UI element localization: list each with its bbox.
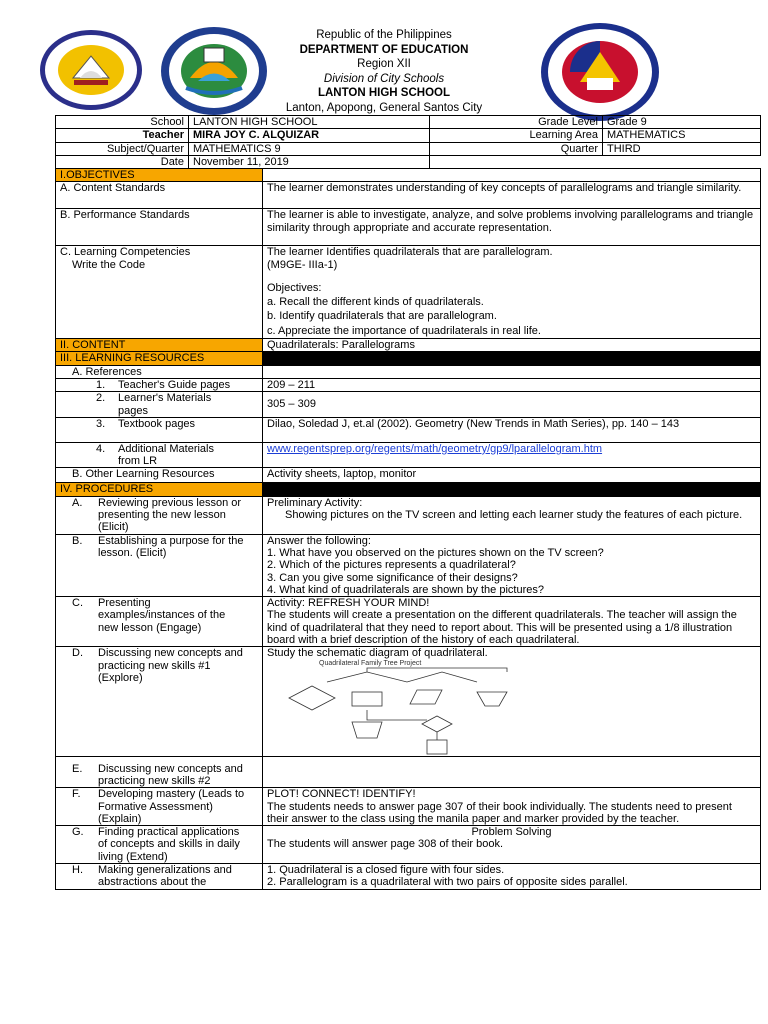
proc-g-text: Problem Solving The students will answer page 308 of their book. xyxy=(263,826,761,864)
parallelogram-shape xyxy=(410,690,442,704)
additional-materials-link[interactable]: www.regentsprep.org/regents/math/geometry/gp9/lparallelogram.htm xyxy=(267,442,603,455)
document-header xyxy=(0,18,768,113)
subject-label: Subject/Quarter xyxy=(56,142,189,155)
objectives-heading: I.OBJECTIVES xyxy=(56,169,263,182)
school-value: LANTON HIGH SCHOOL xyxy=(189,116,430,129)
trapezoid-shape xyxy=(477,692,507,706)
diagram-shapes xyxy=(267,660,707,756)
rectangle-shape xyxy=(352,692,382,706)
date-label: Date xyxy=(56,155,189,168)
other-resources-value: Activity sheets, laptop, monitor xyxy=(263,468,761,483)
additional-materials-label: 4. Additional Materials from LR xyxy=(56,442,263,468)
proc-h-text: 1. Quadrilateral is a closed figure with four sides. 2. Parallelogram is a quadrilateral with two pairs of opposite sides parallel. xyxy=(263,863,761,889)
proc-a-label: A. Reviewing previous lesson or presenting the new lesson (Elicit) xyxy=(56,496,263,534)
content-standards-text: The learner demonstrates understanding of key concepts of parallelograms and triangle similarity. xyxy=(263,182,761,209)
competency-code: (M9GE- IIIa-1) xyxy=(267,258,338,271)
objective-a: a. Recall the different kinds of quadrilaterals. xyxy=(267,296,484,309)
proc-g-label: G. Finding practical applications of concepts and skills in daily living (Extend) xyxy=(56,826,263,864)
other-resources-label: B. Other Learning Resources xyxy=(56,468,263,483)
proc-c-text: Activity: REFRESH YOUR MIND! The students will create a presentation on the different quadrilaterals. The teacher will assign the kind of quadrilateral that they need to report about. This will be presented using a 1/8 illustration board with a brief description of the history of each quadrilateral. xyxy=(263,597,761,647)
proc-f-text: PLOT! CONNECT! IDENTIFY! The students needs to answer page 307 of their book individually. The students need to present their answer to the class using the manila paper and marker provided by the teacher. xyxy=(263,788,761,826)
proc-e-label: E. Discussing new concepts and practicing new skills #2 xyxy=(56,756,263,788)
content-text: Quadrilaterals: Parallelograms xyxy=(263,339,761,352)
tg-pages-label: 1. Teacher's Guide pages xyxy=(56,378,263,391)
kite-shape xyxy=(289,686,335,710)
lesson-info-table xyxy=(55,115,761,169)
quarter-label: Quarter xyxy=(430,142,603,155)
quarter-value: THIRD xyxy=(603,142,761,155)
teacher-label: Teacher xyxy=(56,129,189,142)
date-value: November 11, 2019 xyxy=(189,155,430,168)
header-school: LANTON HIGH SCHOOL xyxy=(317,87,451,99)
proc-a-text: Preliminary Activity: Showing pictures on the TV screen and letting each learner study the features of each picture. xyxy=(263,496,761,534)
header-division: Division of City Schools xyxy=(323,72,445,85)
proc-e-text xyxy=(263,756,761,788)
lesson-plan-table xyxy=(55,168,761,890)
area-value: MATHEMATICS xyxy=(603,129,761,142)
content-heading: II. CONTENT xyxy=(56,339,263,352)
subject-value: MATHEMATICS 9 xyxy=(189,142,430,155)
learning-competencies-label xyxy=(56,246,263,339)
objective-b: b. Identify quadrilaterals that are parallelogram. xyxy=(267,310,497,323)
proc-d-cell xyxy=(263,647,761,756)
proc-d-text: Study the schematic diagram of quadrilateral. xyxy=(267,647,488,660)
isosceles-trapezoid-shape xyxy=(352,722,382,738)
textbook-pages-label: 3. Textbook pages xyxy=(56,417,263,442)
learning-resources-heading: III. LEARNING RESOURCES xyxy=(56,352,263,365)
references-label: A. References xyxy=(56,365,263,378)
objectives-head: Objectives: xyxy=(267,281,322,294)
area-label: Learning Area xyxy=(430,129,603,142)
tg-pages-value: 209 – 211 xyxy=(263,378,761,391)
school-label: School xyxy=(56,116,189,129)
lm-pages-value: 305 – 309 xyxy=(263,392,761,418)
rhombus-shape xyxy=(422,716,452,732)
deped-seal-icon xyxy=(540,22,660,122)
teacher-value: MIRA JOY C. ALQUIZAR xyxy=(189,129,430,142)
proc-b-text: Answer the following: 1. What have you observed on the pictures shown on the TV screen? 2. Which of the pictures represents a quadrilateral? 3. Can you give some significance of their designs? 4. What kind of quadrilaterals are shown by the pictures? xyxy=(263,534,761,596)
procedures-heading: IV. PROCEDURES xyxy=(56,483,263,496)
square-shape xyxy=(427,740,447,754)
performance-standards-text: The learner is able to investigate, analyze, and solve problems involving parallelograms and triangle similarity through appropriate and accurate representation. xyxy=(263,209,761,246)
header-region: Region XII xyxy=(357,58,411,70)
content-standards-label: A. Content Standards xyxy=(56,182,263,209)
textbook-pages-value: Dilao, Soledad J, et.al (2002). Geometry (New Trends in Math Series), pp. 140 – 143 xyxy=(263,417,761,442)
header-address: Lanton, Apopong, General Santos City xyxy=(285,101,483,114)
grade-label: Grade Level xyxy=(430,116,603,129)
proc-h-label: H. Making generalizations and abstractions about the xyxy=(56,863,263,889)
lm-pages-label: 2. Learner's Materials pages xyxy=(56,392,263,418)
proc-f-label: F. Developing mastery (Leads to Formative Assessment) (Explain) xyxy=(56,788,263,826)
proc-d-label: D. Discussing new concepts and practicing new skills #1 (Explore) xyxy=(56,647,263,756)
header-text xyxy=(270,28,498,115)
objective-c: c. Appreciate the importance of quadrilaterals in real life. xyxy=(267,324,541,337)
proc-b-label: B. Establishing a purpose for the lesson. (Elicit) xyxy=(56,534,263,596)
division-seal-icon xyxy=(160,26,268,116)
proc-c-label: C. Presenting examples/instances of the new lesson (Engage) xyxy=(56,597,263,647)
diagram-title: Quadrilateral Family Tree Project xyxy=(319,659,422,667)
learning-competencies-title: C. Learning Competencies xyxy=(60,246,191,259)
write-code-label: Write the Code xyxy=(72,258,146,271)
quadrilateral-family-diagram xyxy=(267,660,756,756)
header-republic: Republic of the Philippines xyxy=(316,29,452,41)
lanton-high-school-seal-icon xyxy=(38,28,144,112)
performance-standards-label: B. Performance Standards xyxy=(56,209,263,246)
competency-text: The learner Identifies quadrilaterals that are parallelogram. xyxy=(267,246,553,259)
grade-value: Grade 9 xyxy=(603,116,761,129)
header-deped: DEPARTMENT OF EDUCATION xyxy=(299,43,469,56)
learning-competencies-text xyxy=(263,246,761,339)
